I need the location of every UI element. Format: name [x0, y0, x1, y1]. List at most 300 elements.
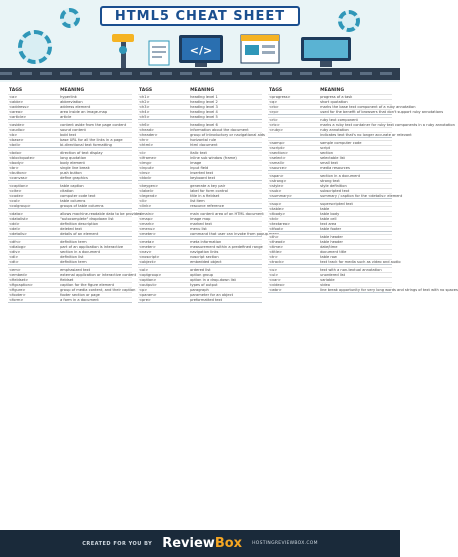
- meaning-cell: small text: [320, 161, 338, 165]
- meaning-cell: definition term: [60, 260, 87, 264]
- table-row: [8, 114, 132, 119]
- meaning-cell: table header: [320, 235, 343, 239]
- tag-cell: <tfoot>: [269, 227, 284, 231]
- meaning-cell: "autocomplete" dropdown list: [60, 217, 114, 221]
- meaning-cell: inline sub window (frame): [190, 156, 237, 160]
- tag-cell: <option>: [139, 278, 157, 282]
- tag-cell: <ol>: [139, 268, 149, 272]
- tag-cell: <mark>: [139, 222, 155, 226]
- table-row: [8, 221, 132, 226]
- tag-cell: <section>: [269, 151, 288, 155]
- tag-cell: <nav>: [139, 250, 152, 254]
- meaning-cell: title in a fieldset: [190, 194, 220, 198]
- meaning-cell: meta information: [190, 240, 222, 244]
- table-row: [138, 99, 262, 104]
- cheat-sheet-table: [6, 84, 458, 530]
- tag-cell: <i>: [139, 151, 147, 155]
- table-row: [8, 160, 132, 165]
- document-icon: [148, 40, 170, 66]
- tag-cell: <head>: [139, 128, 154, 132]
- tag-cell: <div>: [9, 250, 21, 254]
- column-header: [138, 86, 262, 94]
- table-row: [268, 160, 392, 165]
- tag-cell: <q>: [269, 100, 278, 104]
- tag-cell: <map>: [139, 217, 154, 221]
- table-row: [138, 249, 262, 254]
- tag-cell: <a>: [9, 95, 18, 99]
- tag-cell: <output>: [139, 283, 157, 287]
- tag-cell: <fieldset>: [9, 278, 29, 282]
- gear-icon: [338, 10, 360, 32]
- table-row: [268, 109, 444, 114]
- tag-cell: <dl>: [9, 255, 19, 259]
- header-tags: TAGS: [269, 87, 283, 93]
- tag-cell: <button>: [9, 171, 27, 175]
- meaning-cell: heading level 6: [190, 123, 218, 127]
- row-group: [138, 183, 262, 209]
- table-row: [138, 216, 262, 221]
- meaning-cell: menu list: [190, 227, 207, 231]
- tag-cell: <h3>: [139, 105, 150, 109]
- meaning-cell: generate a key pair: [190, 184, 226, 188]
- table-row: [268, 221, 392, 226]
- meaning-cell: table row: [320, 255, 337, 259]
- meaning-cell: resource reference: [190, 204, 224, 208]
- row-group: [138, 122, 265, 148]
- tag-cell: <code>: [9, 194, 24, 198]
- meaning-cell: preformatted text: [190, 298, 223, 302]
- table-row: [268, 254, 392, 259]
- tag-cell: <details>: [9, 232, 27, 236]
- meaning-cell: table: [320, 207, 330, 211]
- meaning-cell: date/time: [320, 245, 338, 249]
- table-row: [138, 239, 262, 244]
- table-row: [138, 198, 262, 203]
- tag-cell: <body>: [9, 161, 24, 165]
- meaning-cell: group of media content, and their caption: [60, 288, 136, 292]
- table-row: [268, 122, 455, 127]
- table-row: [268, 239, 392, 244]
- tag-cell: <dd>: [9, 222, 20, 226]
- table-row: [8, 104, 132, 109]
- tag-cell: <time>: [269, 245, 284, 249]
- tag-cell: <figure>: [9, 288, 26, 292]
- table-row: [138, 292, 262, 297]
- row-group: [268, 140, 392, 171]
- tag-cell: <th>: [269, 235, 279, 239]
- table-row: [138, 132, 265, 137]
- meaning-cell: text track for media such as video and audio: [320, 260, 401, 264]
- table-row: [8, 249, 132, 254]
- meaning-cell: define graphics: [60, 176, 88, 180]
- desktop-monitor-icon: [300, 36, 352, 68]
- row-group: [138, 150, 262, 181]
- table-row: [138, 104, 262, 109]
- table-row: [268, 226, 392, 231]
- meaning-cell: definition list: [60, 255, 84, 259]
- meaning-cell: base URL for all the links in a page: [60, 138, 123, 142]
- code-monitor-icon: [178, 34, 224, 68]
- meaning-cell: line break opportunity for very long words and strings of text with no spaces: [320, 288, 458, 292]
- table-row: [138, 297, 262, 302]
- tag-cell: <form>: [9, 298, 24, 302]
- table-row: [8, 132, 132, 137]
- table-row: [138, 287, 262, 292]
- table-row: [8, 142, 132, 147]
- meaning-cell: video: [320, 283, 330, 287]
- table-row: [138, 244, 262, 249]
- tag-cell: <cite>: [9, 189, 22, 193]
- tag-cell: <rb>: [269, 105, 279, 109]
- table-row: [8, 183, 132, 188]
- table-row: [8, 170, 132, 175]
- column-1: [8, 86, 142, 305]
- table-row: [138, 160, 262, 165]
- meaning-cell: text area: [320, 222, 337, 226]
- table-row: [268, 216, 392, 221]
- meaning-cell: heading level 3: [190, 105, 218, 109]
- meaning-cell: style definition: [320, 184, 347, 188]
- meaning-cell: heading level 5: [190, 115, 218, 119]
- meaning-cell: abbreviation: [60, 100, 83, 104]
- tag-cell: <img>: [139, 161, 152, 165]
- table-row: [138, 114, 262, 119]
- table-row: [268, 150, 392, 155]
- table-row: [268, 234, 392, 239]
- table-row: [138, 282, 262, 287]
- table-row: [138, 165, 262, 170]
- brand-logo[interactable]: [162, 536, 242, 551]
- meaning-cell: list item: [190, 199, 205, 203]
- meaning-cell: area inside an image-map: [60, 110, 108, 114]
- table-row: [268, 173, 392, 178]
- meaning-cell: ruby annotation: [320, 128, 349, 132]
- table-row: [138, 259, 262, 264]
- conveyor-belt: [0, 68, 400, 80]
- tag-cell: <figcaption>: [9, 283, 33, 287]
- meaning-cell: address element: [60, 105, 91, 109]
- meaning-cell: option group: [190, 273, 214, 277]
- tag-cell: <colgroup>: [9, 204, 31, 208]
- meaning-cell: table body: [320, 212, 340, 216]
- tag-cell: <param>: [139, 293, 157, 297]
- table-row: [8, 226, 132, 231]
- tag-cell: <object>: [139, 260, 157, 264]
- meaning-cell: article: [60, 115, 72, 119]
- table-row: [8, 165, 132, 170]
- meaning-cell: long quotation: [60, 156, 87, 160]
- meaning-cell: emphasized text: [60, 268, 91, 272]
- meaning-cell: marked text: [190, 222, 212, 226]
- tag-cell: [268, 133, 320, 137]
- row-group: [138, 267, 262, 303]
- table-row: [138, 272, 262, 277]
- meaning-cell: table header: [320, 240, 343, 244]
- tag-cell: <hr>: [139, 138, 149, 142]
- meaning-cell: superscripted text: [320, 202, 353, 206]
- row-group: [8, 183, 132, 209]
- tag-cell: <wbr>: [269, 288, 282, 292]
- column-3: [268, 86, 458, 295]
- meaning-cell: variable: [320, 278, 335, 282]
- meaning-cell: command that user can invoke from popup menu: [190, 232, 280, 236]
- meaning-cell: hyperlink: [60, 95, 77, 99]
- table-row: [138, 137, 262, 142]
- meaning-cell: marks the base text component of a ruby annotation: [320, 105, 416, 109]
- tag-cell: <sup>: [269, 202, 282, 206]
- meaning-cell: marks a ruby text container for ruby text components in a ruby annotation: [320, 123, 455, 127]
- table-row: [8, 259, 132, 264]
- meaning-cell: section: [320, 151, 334, 155]
- meaning-cell: sound content: [60, 128, 86, 132]
- tag-cell: <h1>: [139, 95, 150, 99]
- meaning-cell: external application or interactive content: [60, 273, 136, 277]
- tag-cell: <rp>: [269, 110, 279, 114]
- meaning-cell: table caption: [60, 184, 84, 188]
- tag-cell: <dialog>: [9, 245, 26, 249]
- tag-cell: <kbd>: [139, 176, 152, 180]
- tag-cell: <summary>: [269, 194, 292, 198]
- row-group: [268, 117, 455, 138]
- browser-window-icon: [240, 34, 280, 64]
- meaning-cell: paragraph: [190, 288, 209, 292]
- table-row: [268, 244, 392, 249]
- table-row: [268, 178, 392, 183]
- meaning-cell: script: [320, 146, 331, 150]
- table-row: [268, 282, 392, 287]
- row-group: [268, 201, 392, 232]
- table-row: [268, 193, 403, 198]
- table-row: [8, 193, 132, 198]
- table-row: [138, 254, 262, 259]
- meaning-cell: fieldset: [60, 278, 74, 282]
- meaning-cell: progress of a task: [320, 95, 353, 99]
- table-row: [8, 198, 132, 203]
- tag-cell: <span>: [269, 174, 284, 178]
- table-row: [8, 94, 132, 99]
- tag-cell: <canvas>: [9, 176, 28, 180]
- table-row: [138, 122, 262, 127]
- meaning-cell: deleted text: [60, 227, 82, 231]
- meaning-cell: noscript section: [190, 255, 219, 259]
- tag-cell: <video>: [269, 283, 285, 287]
- column-header: [268, 86, 392, 94]
- table-row: [268, 94, 392, 99]
- table-row: [268, 99, 392, 104]
- tag-cell: <rtc>: [269, 123, 280, 127]
- table-row: [138, 155, 262, 160]
- meaning-cell: ruby text component: [320, 118, 358, 122]
- meaning-cell: image: [190, 161, 202, 165]
- table-row: [138, 127, 262, 132]
- table-row: [8, 297, 132, 302]
- tag-cell: <progress>: [269, 95, 291, 99]
- tag-cell: <samp>: [269, 141, 285, 145]
- tag-cell: <td>: [269, 217, 279, 221]
- tag-cell: <keygen>: [139, 184, 159, 188]
- tag-cell: <label>: [139, 189, 154, 193]
- table-row: [138, 94, 262, 99]
- tag-cell: <address>: [9, 105, 30, 109]
- meaning-cell: horizontal rule: [190, 138, 217, 142]
- row-group: [138, 94, 262, 120]
- meaning-cell: parameter for an object: [190, 293, 233, 297]
- footer-created-label: CREATED FOR YOU BY: [82, 540, 153, 547]
- table-row: [8, 254, 132, 259]
- meaning-cell: unordered list: [320, 273, 346, 277]
- meaning-cell: media resources: [320, 166, 350, 170]
- tag-cell: <iframe>: [139, 156, 157, 160]
- table-row: [268, 165, 392, 170]
- table-row: [138, 277, 262, 282]
- tag-cell: <sub>: [269, 189, 282, 193]
- meaning-cell: strong text: [320, 179, 340, 183]
- row-group: [8, 239, 132, 265]
- tag-cell: <style>: [269, 184, 284, 188]
- tag-cell: <h6>: [139, 123, 150, 127]
- row-group: [8, 150, 132, 181]
- row-group: [8, 122, 132, 148]
- meaning-cell: used for the benefit of browsers that don't support ruby annotations: [320, 110, 444, 114]
- meaning-cell: push button: [60, 171, 82, 175]
- table-row: [8, 292, 132, 297]
- tag-cell: <select>: [269, 156, 286, 160]
- tag-cell: <ruby>: [269, 128, 284, 132]
- meaning-cell: group of introductory or navigational aids: [190, 133, 265, 137]
- table-row: [138, 226, 262, 231]
- table-row: [8, 287, 136, 292]
- table-row: [8, 216, 132, 221]
- meaning-cell: body element: [60, 161, 85, 165]
- tag-cell: <header>: [139, 133, 158, 137]
- tag-cell: <main>: [139, 212, 155, 216]
- meaning-cell: section in a document: [320, 174, 361, 178]
- tag-cell: <b>: [9, 133, 18, 137]
- tag-cell: <dt>: [9, 260, 19, 264]
- table-row: [138, 170, 262, 175]
- table-row: [138, 188, 262, 193]
- table-row: [268, 272, 392, 277]
- table-row: [8, 231, 132, 236]
- meaning-cell: single line break: [60, 166, 90, 170]
- table-row: [138, 211, 262, 216]
- tag-cell: <li>: [139, 199, 148, 203]
- table-row: [268, 206, 392, 211]
- tag-cell: <base>: [9, 138, 24, 142]
- tag-cell: <h2>: [139, 100, 150, 104]
- meaning-cell: table columns: [60, 199, 86, 203]
- tag-cell: <table>: [269, 207, 285, 211]
- meaning-cell: italic text: [190, 151, 207, 155]
- tag-cell: <input>: [139, 166, 155, 170]
- header-tags: TAGS: [139, 87, 153, 93]
- meaning-cell: direction of text display: [60, 151, 103, 155]
- meaning-cell: details of an element: [60, 232, 99, 236]
- meaning-cell: html document: [190, 143, 218, 147]
- gear-icon: [18, 30, 52, 64]
- meaning-cell: allows machine-readable data to be provided: [60, 212, 142, 216]
- table-row: [8, 109, 132, 114]
- table-row: [8, 203, 132, 208]
- tag-cell: <strong>: [269, 179, 287, 183]
- meaning-cell: computer code text: [60, 194, 96, 198]
- table-row: [8, 211, 142, 216]
- tag-cell: <var>: [269, 278, 281, 282]
- meaning-cell: information about the document: [190, 128, 249, 132]
- tag-cell: <u>: [269, 268, 278, 272]
- meaning-cell: document title: [320, 250, 347, 254]
- meaning-cell: text with a non-textual annotation: [320, 268, 382, 272]
- table-row: [138, 203, 262, 208]
- page-title: HTML5 CHEAT SHEET: [114, 8, 286, 24]
- tag-cell: <audio>: [9, 128, 25, 132]
- table-row: [8, 127, 132, 132]
- meaning-cell: part of an application is interactive: [60, 245, 124, 249]
- tag-cell: <col>: [9, 199, 21, 203]
- table-row: [268, 132, 412, 137]
- header-tags: TAGS: [9, 87, 23, 93]
- table-row: [268, 188, 392, 193]
- table-row: [8, 122, 132, 127]
- tag-cell: <datalist>: [9, 217, 29, 221]
- tag-cell: <link>: [139, 204, 152, 208]
- title-box: [100, 6, 300, 26]
- tag-cell: <article>: [9, 115, 27, 119]
- tag-cell: <h5>: [139, 115, 150, 119]
- tag-cell: <br>: [9, 166, 19, 170]
- tag-cell: <data>: [9, 212, 24, 216]
- meaning-cell: bi-directional text formatting: [60, 143, 112, 147]
- tag-cell: <dfn>: [9, 240, 21, 244]
- tag-cell: <thead>: [269, 240, 286, 244]
- meaning-cell: section in a document: [60, 250, 101, 254]
- table-row: [8, 244, 132, 249]
- table-row: [268, 267, 392, 272]
- table-row: [268, 117, 392, 122]
- tag-cell: <blockquote>: [9, 156, 35, 160]
- meaning-cell: caption for the figure element: [60, 283, 115, 287]
- meaning-cell: label for form control: [190, 189, 228, 193]
- header-meaning: MEANING: [320, 87, 345, 93]
- tag-cell: <title>: [269, 250, 283, 254]
- meaning-cell: sample computer code: [320, 141, 362, 145]
- tag-cell: <bdi>: [9, 143, 21, 147]
- table-row: [8, 239, 132, 244]
- row-group: [268, 234, 401, 265]
- meaning-cell: groups of table columns: [60, 204, 104, 208]
- tag-cell: <ins>: [139, 171, 151, 175]
- tag-cell: <noscript>: [139, 255, 160, 259]
- row-group: [8, 267, 136, 303]
- tag-cell: <small>: [269, 161, 285, 165]
- meaning-cell: input field: [190, 166, 209, 170]
- table-row: [268, 211, 392, 216]
- meaning-cell: inserted text: [190, 171, 214, 175]
- meaning-cell: content aside from the page content: [60, 123, 127, 127]
- meaning-cell: measurement within a predefined range: [190, 245, 263, 249]
- table-row: [268, 140, 392, 145]
- header-meaning: MEANING: [60, 87, 85, 93]
- tag-cell: <area>: [9, 110, 24, 114]
- footer-site-link[interactable]: HOSTINGREVIEWBOX.COM: [252, 541, 318, 546]
- table-row: [8, 267, 132, 272]
- table-row: [268, 104, 416, 109]
- tag-cell: <embed>: [9, 273, 28, 277]
- meaning-cell: citation: [60, 189, 74, 193]
- table-row: [268, 127, 392, 132]
- tag-cell: <tbody>: [269, 212, 286, 216]
- meaning-cell: heading level 1: [190, 95, 218, 99]
